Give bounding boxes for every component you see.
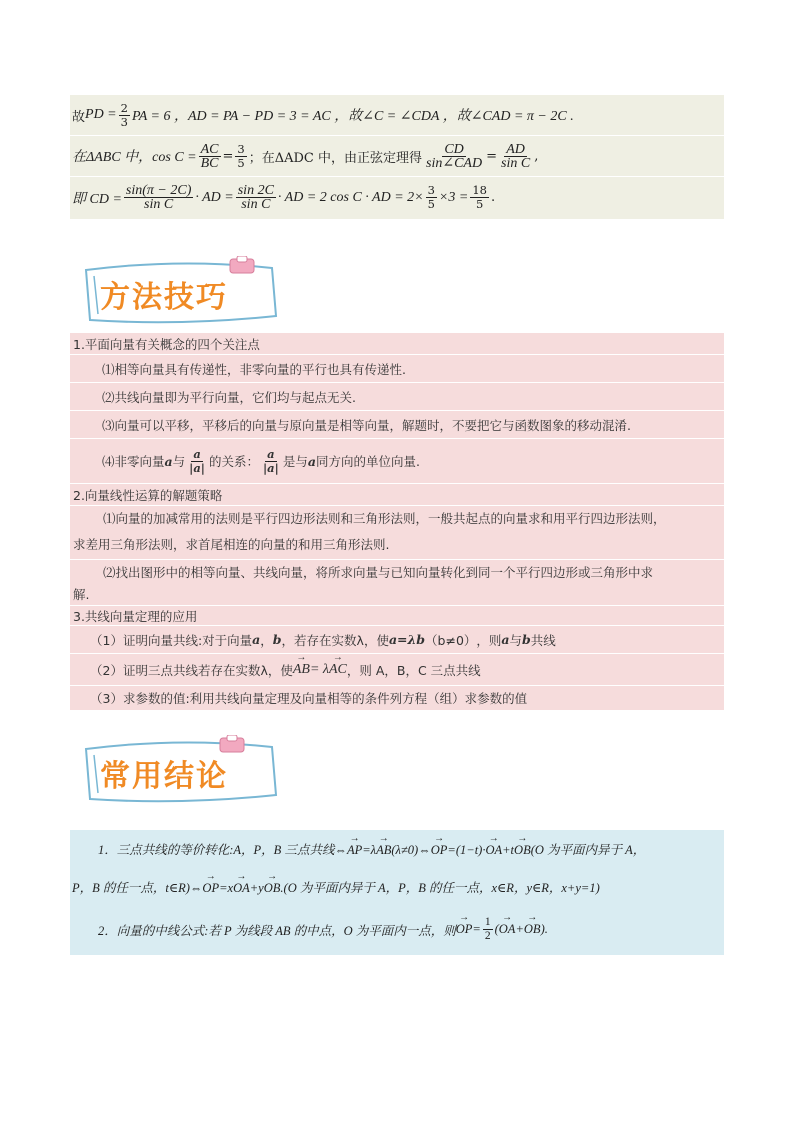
math-text: · AD = 2 cos C · AD = 2×	[277, 189, 424, 205]
heading-text: 3.共线向量定理的应用	[73, 608, 198, 624]
conclusion-text: +	[515, 922, 524, 936]
conclusion-text: (	[494, 922, 499, 936]
methods-item	[70, 626, 724, 654]
vector-b: b	[522, 632, 531, 647]
denominator: |a|	[189, 460, 205, 475]
methods-heading-2	[70, 484, 724, 506]
vector-oa: → OA	[233, 881, 250, 896]
fraction	[483, 916, 493, 943]
methods-item	[70, 686, 724, 710]
numerator: AC	[200, 141, 219, 157]
vector-ob: → OB	[264, 881, 281, 896]
item-text: 是与	[282, 454, 308, 469]
fraction	[236, 184, 276, 211]
numerator: sin(π − 2C)	[125, 183, 192, 198]
methods-item	[70, 411, 724, 439]
numerator: 18	[472, 183, 487, 197]
item-text: （b≠0）	[425, 632, 477, 648]
conclusion-text: P，B 的任一点，t∈R)⇔	[72, 881, 203, 895]
math-text: PA = 6 ，AD = PA − PD = 3 = AC ，故∠C = ∠CDA ，故∠CAD = π − 2C .	[131, 109, 574, 124]
item-text: 求差用三角形法则，求首尾相连的向量的和用三角形法则.	[73, 537, 390, 552]
conclusion-text: 2．向量的中线公式:若 P 为线段 AB 的中点，O 为平面内一点，则	[98, 923, 456, 938]
denominator: 5	[237, 155, 245, 170]
fraction	[499, 143, 532, 170]
item-text: （3）求参数的值:利用共线向量定理及向量相等的条件列方程（组）求参数的值	[90, 691, 528, 706]
math-text: ×3 =	[438, 189, 469, 205]
vector-b: b	[272, 632, 282, 647]
math-text: 即 CD =	[72, 191, 122, 207]
numerator: CD	[444, 141, 464, 157]
methods-item	[70, 355, 724, 383]
solution-line-2	[70, 136, 724, 177]
math-text: 在ΔABC 中，cos C =	[72, 150, 197, 165]
conclusion-1-line-1	[70, 840, 752, 858]
heading-text: 1.平面向量有关概念的四个关注点	[73, 336, 260, 352]
methods-item	[70, 383, 724, 411]
numerator: sin 2C	[237, 183, 274, 198]
methods-item	[70, 654, 724, 686]
conclusion-2	[70, 916, 752, 943]
conclusion-text: +t	[502, 843, 515, 857]
section-title: 常用结论	[100, 759, 228, 794]
conclusion-text: =x	[219, 881, 234, 895]
denominator: 5	[475, 197, 484, 211]
text: ；在ΔADC 中，由正弦定理得	[248, 150, 423, 166]
section-header-methods	[80, 256, 280, 326]
conclusion-text: .(O 为平面内异于 A，P，B 的任一点，x∈R，y∈R，x+y=1)	[280, 881, 600, 895]
conclusion-text: +y	[249, 881, 264, 895]
vector-a: a	[164, 453, 173, 469]
numerator: 1	[484, 916, 491, 928]
solution-line-1	[70, 95, 724, 136]
numerator: 3	[427, 183, 435, 197]
item-text: 的关系：	[208, 454, 259, 469]
item-text: ⑵找出图形中的相等向量、共线向量，将所求向量与已知向量转化到同一个平行四边形或三角形中求	[103, 565, 654, 580]
item-text: 与	[509, 632, 523, 648]
fraction	[119, 102, 130, 129]
denominator: |a|	[262, 460, 279, 475]
vector-ab: → AB	[376, 843, 391, 858]
numerator: a	[267, 446, 275, 461]
vector-a: a	[501, 632, 510, 647]
methods-heading-3	[70, 606, 724, 626]
item-text: ⑵共线向量即为平行向量，它们均与起点无关.	[102, 389, 356, 405]
fraction	[424, 143, 484, 170]
unit-vector-fraction	[261, 448, 281, 475]
vector-op: → OP	[202, 881, 219, 896]
item-text: ⑷非零向量	[102, 454, 165, 469]
text: ,	[534, 148, 539, 164]
text: =	[486, 148, 497, 164]
solution-line-3	[70, 177, 724, 218]
methods-item-wrapped	[70, 506, 724, 560]
item-text: ，若存在实数λ，使	[281, 632, 389, 648]
denominator: 2	[484, 930, 491, 942]
denominator: sin C	[501, 155, 531, 171]
equation: a=λb	[388, 632, 426, 647]
fraction	[426, 184, 437, 211]
numerator: a	[193, 446, 201, 461]
text: 故	[72, 109, 86, 125]
fraction	[470, 184, 489, 211]
vector-op: → OP	[456, 922, 473, 937]
item-text: ⑴相等向量具有传递性，非零向量的平行也具有传递性.	[102, 361, 406, 377]
conclusion-text: 1．三点共线的等价转化:A，P，B 三点共线⇔	[98, 843, 347, 857]
conclusion-text: (λ≠0)⇔	[391, 843, 431, 857]
item-text: 同方向的单位向量.	[315, 454, 420, 469]
vector-ob: → OB	[514, 843, 531, 858]
section-title: 方法技巧	[100, 280, 228, 315]
item-text: 共线	[530, 632, 556, 648]
math-text: · AD =	[195, 189, 234, 205]
conclusion-1-line-2	[70, 878, 726, 896]
numerator: 3	[237, 141, 245, 156]
vector-ob: → OB	[524, 922, 541, 937]
denominator: BC	[200, 155, 219, 171]
item-text: （2）证明三点共线若存在实数λ，使	[90, 662, 293, 678]
item-text: （1）证明向量共线:对于向量	[90, 632, 253, 648]
fraction	[124, 184, 193, 211]
item-text: ，则	[476, 632, 502, 648]
vector-oa: → OA	[499, 922, 516, 937]
conclusion-text: =(1−t)·	[447, 843, 486, 857]
vector-a: a	[252, 632, 261, 647]
methods-block	[70, 333, 724, 710]
conclusion-text: ).	[540, 922, 548, 936]
section-header-conclusions	[80, 735, 280, 805]
numerator: 2	[120, 100, 128, 115]
methods-item-4	[70, 439, 724, 484]
item-text: = λ	[309, 661, 329, 677]
denominator: sin∠CAD	[426, 155, 483, 171]
denominator: 5	[427, 197, 435, 211]
vector-oa: → OA	[485, 843, 502, 858]
vector-a: a	[307, 453, 316, 469]
vector-ac: → AC	[329, 662, 347, 678]
item-text: 与	[172, 454, 186, 469]
text: .	[490, 190, 496, 205]
vector-ab: → AB	[293, 662, 310, 678]
fraction	[235, 143, 246, 170]
unit-vector-fraction	[187, 448, 207, 475]
item-text: ⑴向量的加减常用的法则是平行四边形法则和三角形法则，一般共起点的向量求和用平行四边形法则，	[103, 511, 666, 526]
text: =	[222, 148, 234, 164]
conclusions-block	[70, 830, 724, 955]
conclusion-text: (O 为平面内异于 A，	[530, 843, 646, 857]
numerator: AD	[506, 141, 525, 157]
math-text: PD =	[85, 107, 117, 122]
solution-block	[70, 95, 724, 219]
methods-heading-1	[70, 333, 724, 355]
item-text: ⑶向量可以平移，平移后的向量与原向量是相等向量，解题时，不要把它与函数图象的移动混淆.	[102, 417, 631, 433]
heading-text: 2.向量线性运算的解题策略	[73, 487, 223, 503]
fraction	[199, 143, 221, 170]
item-text: 解.	[73, 587, 90, 602]
item-text: ，则 A，B，C 三点共线	[346, 662, 481, 678]
methods-item-wrapped	[70, 560, 724, 606]
conclusion-text: =λ	[362, 843, 377, 857]
denominator: sin C	[144, 197, 174, 212]
conclusion-text: =	[472, 922, 481, 936]
item-text: ，	[260, 632, 273, 648]
denominator: 3	[120, 114, 128, 129]
vector-op: → OP	[431, 843, 448, 858]
denominator: sin C	[241, 197, 271, 212]
vector-ap: → AP	[347, 843, 362, 858]
